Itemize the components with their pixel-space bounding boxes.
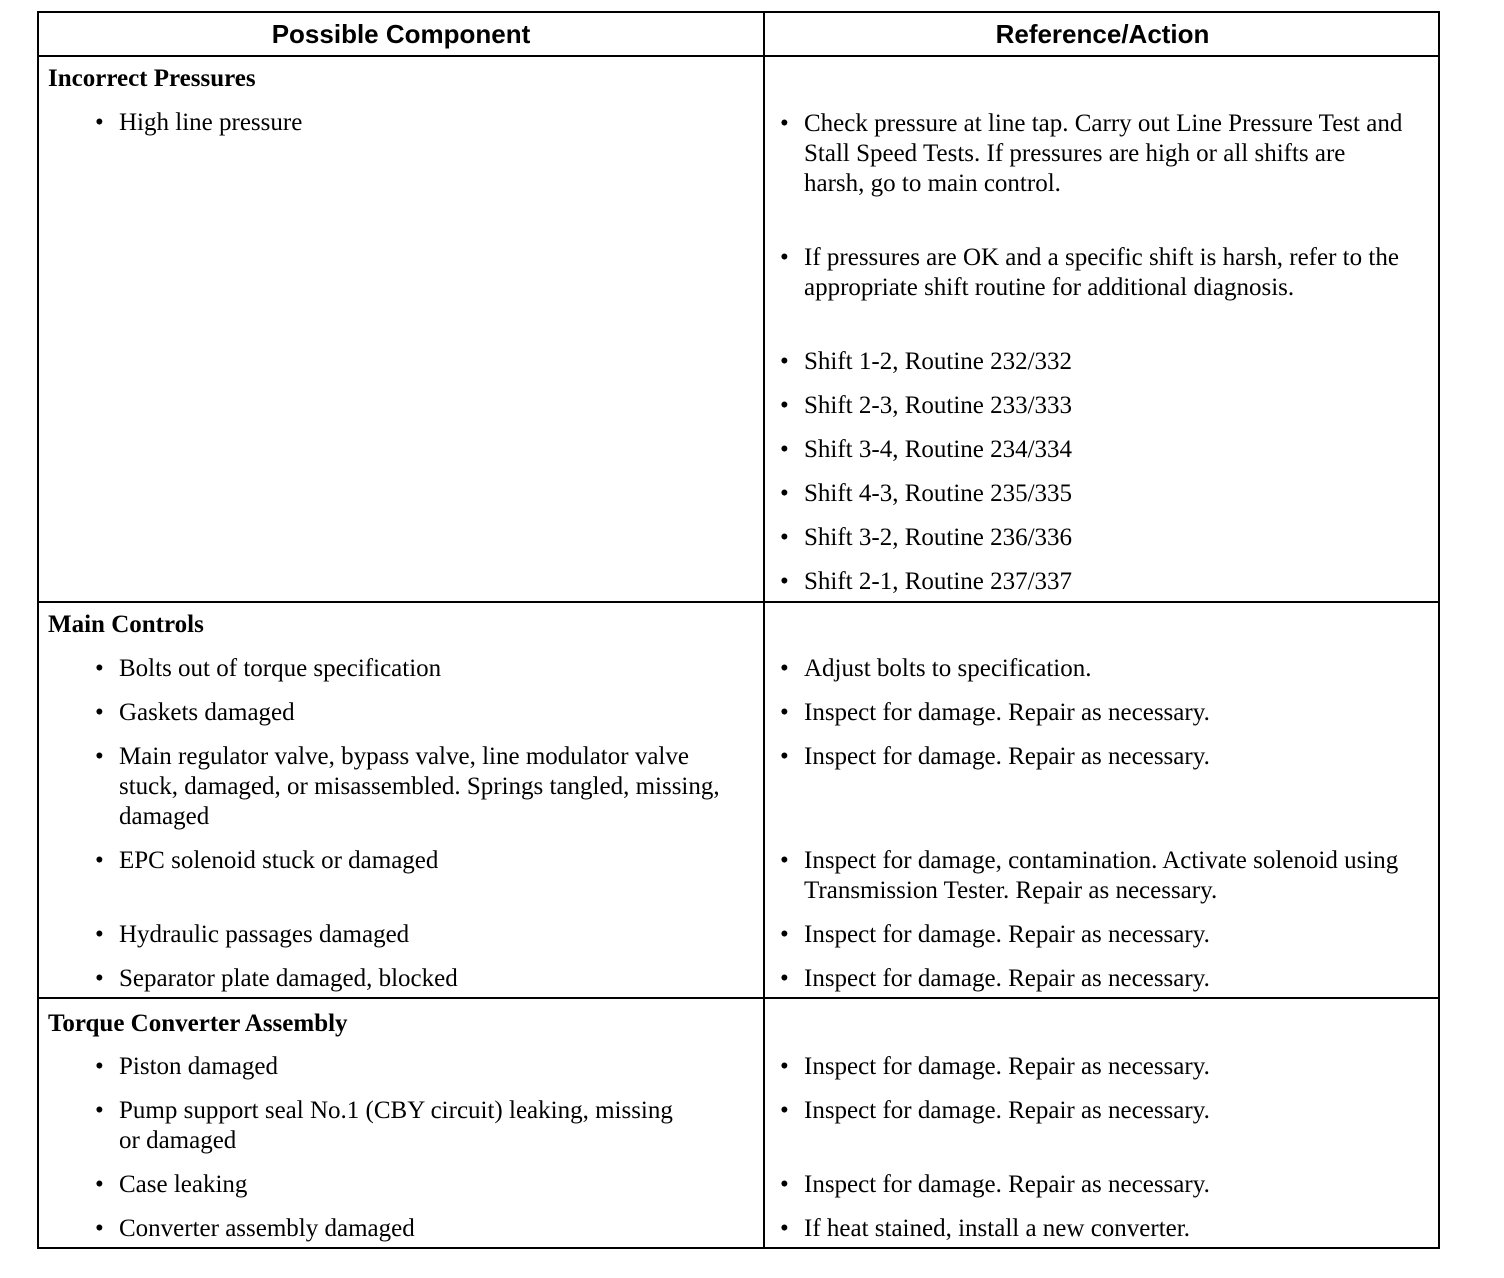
action-text: Check pressure at line tap. Carry out Line Pressure Test and Stall Speed Tests. If pressures are high or all shifts are harsh, go to main control.	[804, 110, 1403, 197]
bullet-icon: •	[95, 921, 104, 948]
list-item	[780, 846, 1432, 906]
action-text: Inspect for damage. Repair as necessary.	[804, 743, 1210, 770]
action-text: If pressures are OK and a specific shift is harsh, refer to the appropriate shift routine for additional diagnosis.	[804, 244, 1399, 301]
header-reference-action: Reference/Action	[995, 19, 1210, 49]
list-item	[780, 109, 1404, 199]
list-item	[95, 1096, 699, 1156]
bullet-icon: •	[780, 965, 789, 992]
bullet-icon: •	[95, 655, 104, 682]
action-text: Inspect for damage. Repair as necessary.	[804, 965, 1210, 992]
list-item	[780, 1214, 1432, 1244]
bullet-icon: •	[780, 524, 789, 551]
bullet-icon: •	[95, 699, 104, 726]
bullet-icon: •	[780, 1171, 789, 1198]
action-text: Inspect for damage. Repair as necessary.	[804, 1171, 1210, 1198]
bullet-icon: •	[780, 392, 789, 419]
list-item	[95, 654, 739, 684]
column-divider	[763, 13, 765, 1247]
list-item	[780, 479, 1432, 509]
section-divider-torque-converter	[39, 997, 1438, 999]
action-text: Inspect for damage. Repair as necessary.	[804, 1097, 1210, 1124]
component-text: Hydraulic passages damaged	[119, 921, 410, 948]
list-item	[780, 347, 1432, 377]
action-text: Shift 2-1, Routine 237/337	[804, 568, 1073, 595]
bullet-icon: •	[95, 965, 104, 992]
section-divider-main-controls	[39, 601, 1438, 603]
action-text: Shift 4-3, Routine 235/335	[804, 480, 1073, 507]
bullet-icon: •	[95, 847, 104, 874]
component-text: Gaskets damaged	[119, 699, 295, 726]
list-item	[780, 742, 1432, 772]
bullet-icon: •	[780, 1215, 789, 1242]
action-text: Shift 3-2, Routine 236/336	[804, 524, 1073, 551]
bullet-icon: •	[780, 568, 789, 595]
action-text: Shift 2-3, Routine 233/333	[804, 392, 1073, 419]
bullet-icon: •	[95, 743, 104, 770]
bullet-icon: •	[780, 244, 789, 271]
bullet-icon: •	[95, 1053, 104, 1080]
bullet-icon: •	[780, 1053, 789, 1080]
bullet-icon: •	[780, 110, 789, 137]
list-item	[780, 698, 1432, 728]
action-text: Adjust bolts to specification.	[804, 655, 1092, 682]
list-item	[95, 698, 739, 728]
list-item	[95, 108, 739, 138]
list-item	[780, 1170, 1432, 1200]
list-item	[780, 391, 1432, 421]
section-title-incorrect-pressures: Incorrect Pressures	[48, 65, 256, 92]
bullet-icon: •	[780, 847, 789, 874]
bullet-icon: •	[780, 436, 789, 463]
bullet-icon: •	[780, 1097, 789, 1124]
bullet-icon: •	[780, 699, 789, 726]
list-item	[780, 1096, 1432, 1126]
component-text: Bolts out of torque specification	[119, 655, 442, 682]
bullet-icon: •	[95, 1215, 104, 1242]
bullet-icon: •	[780, 348, 789, 375]
action-text: Shift 1-2, Routine 232/332	[804, 348, 1073, 375]
bullet-icon: •	[780, 743, 789, 770]
bullet-icon: •	[780, 655, 789, 682]
list-item	[95, 964, 739, 994]
list-item	[780, 654, 1432, 684]
list-item	[780, 523, 1432, 553]
list-item	[780, 1052, 1432, 1082]
bullet-icon: •	[95, 1171, 104, 1198]
component-text: EPC solenoid stuck or damaged	[119, 847, 439, 874]
list-item	[95, 1170, 739, 1200]
action-text: Shift 3-4, Routine 234/334	[804, 436, 1073, 463]
header-possible-component: Possible Component	[271, 19, 531, 49]
action-text: If heat stained, install a new converter.	[804, 1215, 1190, 1242]
list-item	[95, 846, 739, 876]
action-text: Inspect for damage. Repair as necessary.	[804, 1053, 1210, 1080]
list-item	[780, 243, 1432, 303]
list-item	[95, 920, 739, 950]
component-text: Piston damaged	[119, 1053, 279, 1080]
bullet-icon: •	[95, 109, 104, 136]
component-text: Converter assembly damaged	[119, 1215, 415, 1242]
component-text: Separator plate damaged, blocked	[119, 965, 458, 992]
list-item	[780, 567, 1432, 597]
list-item	[95, 1214, 739, 1244]
section-title-main-controls: Main Controls	[48, 611, 204, 638]
list-item	[780, 435, 1432, 465]
header-divider	[39, 55, 1438, 57]
list-item	[95, 742, 739, 832]
bullet-icon: •	[780, 921, 789, 948]
list-item	[780, 964, 1432, 994]
action-text: Inspect for damage. Repair as necessary.	[804, 699, 1210, 726]
component-text: Main regulator valve, bypass valve, line modulator valve stuck, damaged, or misassembled. Springs tangled, missing, damaged	[119, 743, 720, 830]
list-item	[780, 920, 1432, 950]
component-text: Case leaking	[119, 1171, 248, 1198]
list-item	[95, 1052, 739, 1082]
bullet-icon: •	[95, 1097, 104, 1124]
action-text: Inspect for damage, contamination. Activate solenoid using Transmission Tester. Repair as necessary.	[804, 847, 1399, 904]
action-text: Inspect for damage. Repair as necessary.	[804, 921, 1210, 948]
section-title-torque-converter: Torque Converter Assembly	[48, 1010, 348, 1037]
component-text: Pump support seal No.1 (CBY circuit) leaking, missing or damaged	[119, 1097, 673, 1154]
diagnostic-table	[37, 11, 1440, 1249]
component-text: High line pressure	[119, 109, 303, 136]
bullet-icon: •	[780, 480, 789, 507]
